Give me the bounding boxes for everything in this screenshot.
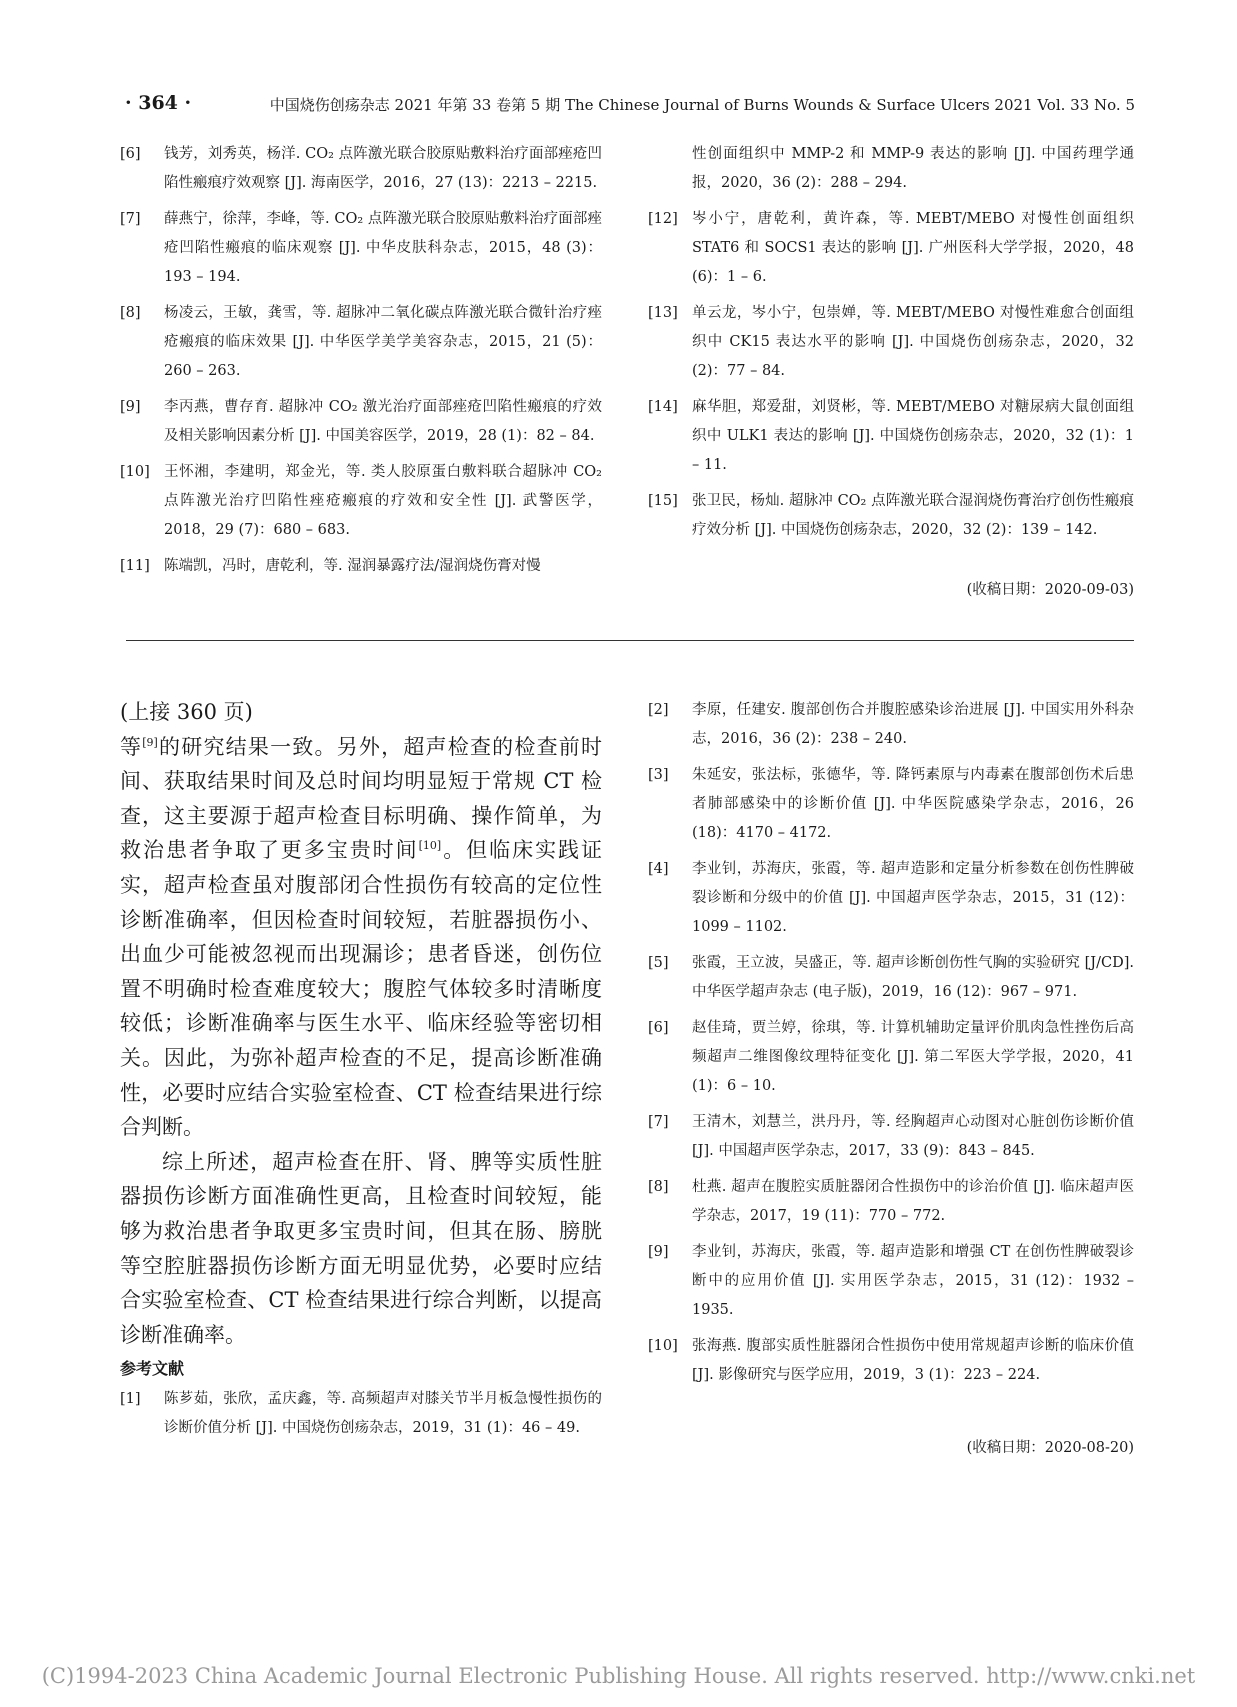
article-body (120, 695, 602, 1352)
reference-item: [1] 陈芗茹，张欣，孟庆鑫，等. 高频超声对膝关节半月板急慢性损伤的诊断价值分析 [J]. 中国烧伤创疡杂志，2019，31 (1)：46 – 49. (120, 1391, 602, 1437)
reference-item: [6] 钱芳，刘秀英，杨洋. CO₂ 点阵激光联合胶原贴敷料治疗面部痤疮凹陷性瘢痕疗效观察 [J]. 海南医学，2016，27 (13)：2213 – 2215. (120, 146, 602, 191)
reference-item: [4] 李业钊，苏海庆，张霞，等. 超声造影和定量分析参数在创伤性脾破裂诊断和分级中的价值 [J]. 中国超声医学杂志，2015，31 (12)：1099 – 1102. (648, 861, 1134, 935)
reference-item: [7] 薛燕宁，徐萍，李峰，等. CO₂ 点阵激光联合胶原贴敷料治疗面部痤疮凹陷性瘢痕的临床观察 [J]. 中华皮肤科杂志，2015，48 (3)：193 – 194. (120, 211, 602, 285)
reference-item: [9] 李丙燕，曹存育. 超脉冲 CO₂ 激光治疗面部痤疮凹陷性瘢痕的疗效及相关影响因素分析 [J]. 中国美容医学，2019，28 (1)：82 – 84. (120, 399, 602, 444)
citation-sup: [10] (418, 839, 442, 853)
body-paragraph: 综上所述，超声检查在肝、肾、脾等实质性脏器损伤诊断方面准确性更高，且检查时间较短，能够为救治患者争取更多宝贵时间，但其在肠、膀胱等空腔脏器损伤诊断方面无明显优势，必要时应结合实验室检查、CT 检查结果进行综合判断，以提高诊断准确率。 (120, 1149, 602, 1347)
reference-item: [13] 单云龙，岑小宁，包崇婵，等. MEBT/MEBO 对慢性难愈合创面组织中 CK15 表达水平的影响 [J]. 中国烧伤创疡杂志，2020，32 (2)：77 – 84. (648, 305, 1134, 379)
running-title: 中国烧伤创疡杂志 2021 年第 33 卷第 5 期 The Chinese Journal of Burns Wounds & Surface Ulcers 2021 Vol. 33 No. 5 (269, 96, 1135, 114)
reference-item: [2] 李原，任建安. 腹部创伤合并腹腔感染诊治进展 [J]. 中国实用外科杂志，2016，36 (2)：238 – 240. (648, 702, 1134, 747)
page-header (125, 92, 1135, 122)
reference-item: [8] 杜燕. 超声在腹腔实质脏器闭合性损伤中的诊治价值 [J]. 临床超声医学杂志，2017，19 (11)：770 – 772. (648, 1179, 1134, 1224)
bottom-right-references (648, 696, 1134, 1397)
reference-item: [10] 王怀湘，李建明，郑金光，等. 类人胶原蛋白敷料联合超脉冲 CO₂ 点阵激光治疗凹陷性痤疮瘢痕的疗效和安全性 [J]. 武警医学，2018，29 (7)：680 – 683. (120, 464, 602, 538)
body-paragraph: 等[9]的研究结果一致。另外，超声检查的检查前时间、获取结果时间及总时间均明显短于常规 CT 检查，这主要源于超声检查目标明确、操作简单，为救治患者争取了更多宝贵时间[10]。但临床实践证实，超声检查虽对腹部闭合性损伤有较高的定位性诊断准确率，但因检查时间较短，若脏器损伤小、出血少可能被忽视而出现漏诊；患者昏迷，创伤位置不明确时检查难度较大；腹腔气体较多时清晰度较低；诊断准确率与医生水平、临床经验等密切相关。因此，为弥补超声检查的不足，提高诊断准确性，必要时应结合实验室检查、CT 检查结果进行综合判断。 (120, 734, 603, 1140)
reference-item: [9] 李业钊，苏海庆，张霞，等. 超声造影和增强 CT 在创伤性脾破裂诊断中的应用价值 [J]. 实用医学杂志，2015，31 (12)：1932 – 1935. (648, 1244, 1134, 1318)
top-right-references (648, 140, 1134, 552)
top-left-references (120, 140, 602, 588)
reference-item: [12] 岑小宁，唐乾利，黄许森，等. MEBT/MEBO 对慢性创面组织 STAT6 和 SOCS1 表达的影响 [J]. 广州医科大学学报，2020，48 (6)：1 – 6. (648, 211, 1134, 285)
bottom-left-column (120, 695, 602, 1450)
section-divider (126, 640, 1134, 641)
page-number: · 364 · (125, 92, 192, 114)
reference-item: [6] 赵佳琦，贾兰婷，徐琪，等. 计算机辅助定量评价肌肉急性挫伤后高频超声二维图像纹理特征变化 [J]. 第二军医大学学报，2020，41 (1)：6 – 10. (648, 1020, 1134, 1094)
copyright-footer: (C)1994-2023 China Academic Journal Electronic Publishing House. All rights reserved. http://www.cnki.net (41, 1664, 1196, 1688)
reference-item: [8] 杨凌云，王敏，龚雪，等. 超脉冲二氧化碳点阵激光联合微针治疗痤疮瘢痕的临床效果 [J]. 中华医学美学美容杂志，2015，21 (5)：260 – 263. (120, 305, 602, 379)
received-date-bottom: (收稿日期：2020-08-20) (966, 1440, 1134, 1456)
reference-item: [5] 张霞，王立波，吴盛正，等. 超声诊断创伤性气胸的实验研究 [J/CD]. 中华医学超声杂志 (电子版)，2019，16 (12)：967 – 971. (648, 955, 1134, 1000)
reference-item: [3] 朱延安，张法标，张德华，等. 降钙素原与内毒素在腹部创伤术后患者肺部感染中的诊断价值 [J]. 中华医院感染学杂志，2016，26 (18)：4170 – 4172. (648, 767, 1134, 841)
reference-item: [15] 张卫民，杨灿. 超脉冲 CO₂ 点阵激光联合湿润烧伤膏治疗创伤性瘢痕疗效分析 [J]. 中国烧伤创疡杂志，2020，32 (2)：139 – 142. (648, 493, 1134, 538)
continued-note: (上接 360 页) (120, 700, 253, 724)
reference-item: [7] 王清木，刘慧兰，洪丹丹，等. 经胸超声心动图对心脏创伤诊断价值 [J]. 中国超声医学杂志，2017，33 (9)：843 – 845. (648, 1114, 1134, 1159)
reference-item: [11] 陈端凯，冯时，唐乾利，等. 湿润暴露疗法/湿润烧伤膏对慢 (120, 558, 541, 574)
reference-item: [10] 张海燕. 腹部实质性脏器闭合性损伤中使用常规超声诊断的临床价值 [J]. 影像研究与医学应用，2019，3 (1)：223 – 224. (648, 1338, 1134, 1383)
references-heading: 参考文献 (120, 1359, 185, 1379)
reference-item: 性创面组织中 MMP-2 和 MMP-9 表达的影响 [J]. 中国药理学通报，2020，36 (2)：288 – 294. (692, 146, 1134, 191)
citation-sup: [9] (142, 735, 158, 749)
reference-item: [14] 麻华胆，郑爱甜，刘贤彬，等. MEBT/MEBO 对糖尿病大鼠创面组织中 ULK1 表达的影响 [J]. 中国烧伤创疡杂志，2020，32 (1)：1 – 11. (648, 399, 1134, 473)
received-date-top: (收稿日期：2020-09-03) (966, 582, 1134, 598)
